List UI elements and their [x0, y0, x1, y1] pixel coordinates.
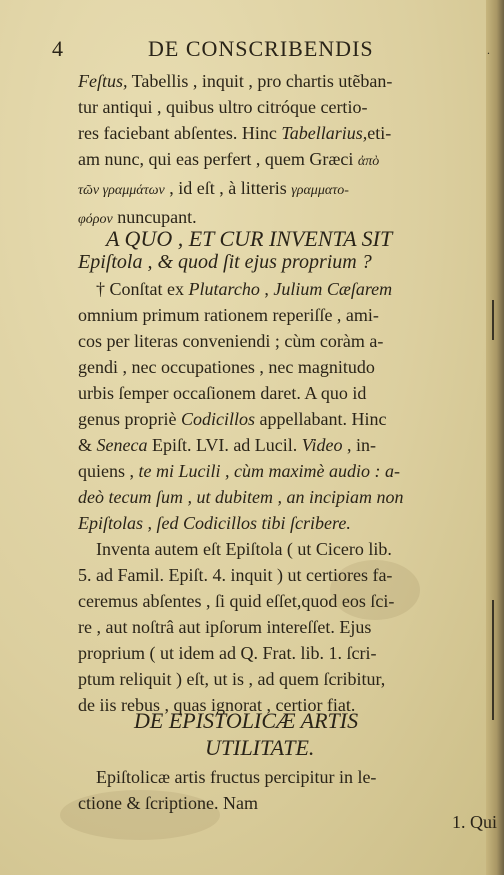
text-line: gendi , nec occupationes , nec magnitudo	[78, 357, 375, 377]
page-header	[52, 36, 492, 66]
edge-rule	[492, 300, 494, 340]
text-line: Inventa autem eſt Epiſtola ( ut Cicero lib.	[96, 539, 392, 559]
text-line	[78, 146, 482, 175]
word-video: Video	[301, 435, 343, 455]
text-span: appellabant. Hinc	[255, 409, 387, 429]
catchword: 1. Qui	[452, 812, 497, 832]
text-span: genus propriè	[78, 409, 181, 429]
text-span: ,	[259, 279, 274, 299]
text-span: Tabellis , inquit , pro chartis utẽban-	[127, 71, 393, 91]
paragraph-3	[78, 764, 482, 816]
text-span: res faciebant abſentes. Hinc	[78, 123, 282, 143]
text-span: nuncupant.	[112, 207, 197, 227]
text-line	[78, 175, 482, 204]
text-span: &	[78, 435, 97, 455]
section-heading-1-subline	[78, 251, 372, 274]
text-span: Epiſt. LVI. ad Lucil.	[147, 435, 302, 455]
greek-text: φόρον	[78, 212, 113, 227]
text-line	[78, 68, 482, 94]
adjacent-page-edge	[486, 0, 504, 875]
text-line	[78, 120, 482, 146]
text-span: eti-	[367, 123, 392, 143]
heading-span: &	[152, 251, 179, 273]
text-line: omnium primum rationem reperiſſe , ami-	[78, 305, 379, 325]
text-line: tur antiqui , quibus ultro citróque certio-	[78, 97, 368, 117]
running-title: DE CONSCRIBENDIS	[148, 36, 374, 61]
edge-rule	[492, 600, 494, 720]
word-codicillos: Codicillos	[180, 409, 255, 429]
text-span: am nunc, qui eas perfert , quem Græci	[78, 149, 358, 169]
paragraph-1	[78, 68, 482, 233]
text-line: proprium ( ut idem ad Q. Frat. lib. 1. ſcri-	[78, 643, 377, 663]
text-line: Epiſtolicæ artis fructus percipitur in le-	[96, 767, 377, 787]
text-line: ceremus abſentes , ſi quid eſſet,quod eos ſci-	[78, 591, 395, 611]
greek-text: τῶν γραμμάτων	[78, 183, 165, 198]
text-line: ctione & ſcriptione. Nam	[78, 793, 258, 813]
text-line: ptum reliquit ) eſt, ut is , ad quem ſcribitur,	[78, 669, 386, 689]
section-heading-2: DE EPISTOLICÆ ARTIS	[134, 708, 359, 733]
text-line	[78, 432, 482, 458]
text-line: 5. ad Famil. Epiſt. 4. inquit ) ut certiores fa-	[78, 565, 393, 585]
text-span: , in-	[342, 435, 376, 455]
section-heading-1: A QUO , ET CUR INVENTA SIT	[106, 226, 393, 251]
text-span: † Conſtat ex	[96, 279, 189, 299]
text-line	[78, 276, 482, 302]
page-number: 4	[52, 36, 63, 61]
text-line	[78, 406, 482, 432]
word-tabellarius: Tabellarius,	[281, 123, 368, 143]
quotation-italic: te mi Lucili , cùm maximè audio : a-	[138, 461, 400, 481]
text-line: cos per literas conveniendi ; cùm coràm a-	[78, 331, 384, 351]
text-line: re , aut noſtrâ aut ipſorum intereſſet. Ejus	[78, 617, 372, 637]
text-span: , id eſt , à litteris	[164, 178, 292, 198]
heading-span: Epiſtola ,	[78, 251, 153, 273]
text-line: urbis ſemper occaſionem daret. A quo id	[78, 383, 367, 403]
text-line: deò tecum ſum , ut dubitem , an incipiam non	[78, 487, 404, 507]
text-line: de iis rebus , quas ignorat , certior fiat.	[78, 695, 356, 715]
heading-span: quod ſit ejus proprium ?	[178, 251, 372, 273]
word-festus: Feſtus,	[78, 71, 128, 91]
word-seneca: Seneca	[96, 435, 148, 455]
greek-text: γραμματο-	[291, 183, 349, 198]
word-plutarcho: Plutarcho	[188, 279, 260, 299]
paragraph-2	[78, 276, 482, 718]
text-span: quiens ,	[78, 461, 139, 481]
header-mark: .	[486, 46, 490, 57]
word-julium-caesarem: Julium Cæſarem	[273, 279, 393, 299]
text-line: Epiſtolas , ſed Codicillos tibi ſcribere.	[78, 513, 351, 533]
section-heading-2-subline: UTILITATE.	[205, 735, 315, 760]
greek-text: ἀπὸ	[357, 154, 380, 169]
text-line	[78, 458, 482, 484]
